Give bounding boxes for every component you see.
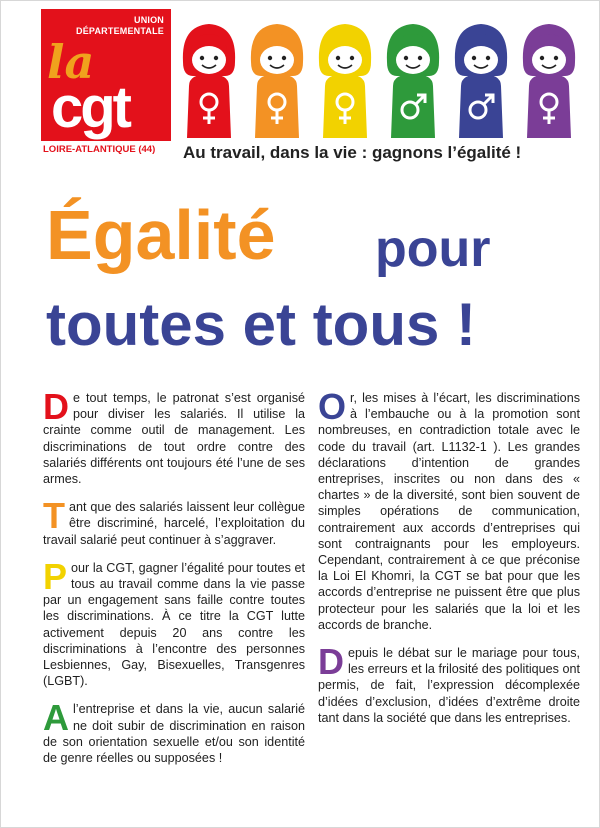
logo-department: LOIRE-ATLANTIQUE (44) [43,144,156,155]
paragraph-2-text: ant que des salariés laissent leur collègue être discriminé, harcelé, l’exploitation du travail salarié peut continuer à s’aggraver. [43,500,305,547]
paragraph-3-text: our la CGT, gagner l’égalité pour toutes et tous au travail comme dans la vie passe par un engagement sans faille contre toutes les discriminations. À ce titre la CGT lutte activement depuis 20 ans contre les discriminations à l’encontre des personnes Lesbiennes, Gay, Bisexuelles, Transgenres (LGBT). [43,560,305,689]
figure-4-male [383,18,443,140]
text-column-right [318,386,580,738]
equality-figures [179,18,591,140]
paragraph-5-text: r, les mises à l’écart, les discriminations à l’embauche ou à la promotion sont nombreuses, en contradiction totale avec le code du travail (art. L1132-1 ). Les grandes déclarations d’intention de grandes entreprises, inscrites ou non dans des « chartes » de la diversité, sont bien souvent de simples opérations de communication, contrairement aux accords d’entreprises qui sont contraignants pour les employeurs. Cependant, contrairement à ce que préconise la Loi El Khomri, la CGT se bat pour que les accords d’entreprise ne puissent être que plus protecteur pour les salariés que la loi et les accords de branche. [318,391,580,632]
logo-footer-band [41,141,171,157]
cgt-logo [41,9,171,157]
paragraph-6-text: epuis le débat sur le mariage pour tous, les erreurs et la frilosité des politiques ont permis, de fait, l’expression décomplexée d’idées d’exclusion, d’idées d’extrême droite tant dans la société que dans les entreprises. [318,646,580,725]
dropcap-5: O [318,386,347,427]
logo-union-line2: DÉPARTEMENTALE [76,26,164,36]
dropcap-1: D [43,386,69,427]
figure-1-female [179,18,239,140]
figure-2-female [247,18,307,140]
title-line-toutes-et-tous: toutes et tous ! [46,291,476,358]
dropcap-3: P [43,555,68,597]
paragraph-5 [318,386,580,633]
paragraph-1-text: e tout temps, le patronat s’est organisé pour diviser les salariés. Il utilise la crainte comme outil de management. Les discriminations de tout ordre contre des salariés différents ont toujours été l’une de ses armes. [43,391,305,487]
logo-union-text [76,15,164,37]
figure-5-male [451,18,511,140]
logo-union-line1: UNION [134,15,164,25]
text-column-left [43,386,305,778]
paragraph-1 [43,386,305,487]
figure-3-female [315,18,375,140]
paragraph-4-text: l’entreprise et dans la vie, aucun salarié ne doit subir de discrimination en raison de son orientation sexuelle et/ou son identité de genre réelles ou supposées ! [43,702,305,766]
logo-la: la [47,35,95,89]
dropcap-4: A [43,697,69,739]
dropcap-2: T [43,495,65,537]
figure-6-female [519,18,579,140]
paragraph-2 [43,495,305,548]
paragraph-3 [43,555,305,690]
title-word-egalite: Égalité [46,196,276,274]
paragraph-4 [43,697,305,766]
dropcap-6: D [318,641,344,683]
title-word-pour: pour [375,220,491,278]
slogan: Au travail, dans la vie : gagnons l’égalité ! [183,143,522,162]
paragraph-6 [318,641,580,726]
logo-cgt: cgt [51,75,129,140]
